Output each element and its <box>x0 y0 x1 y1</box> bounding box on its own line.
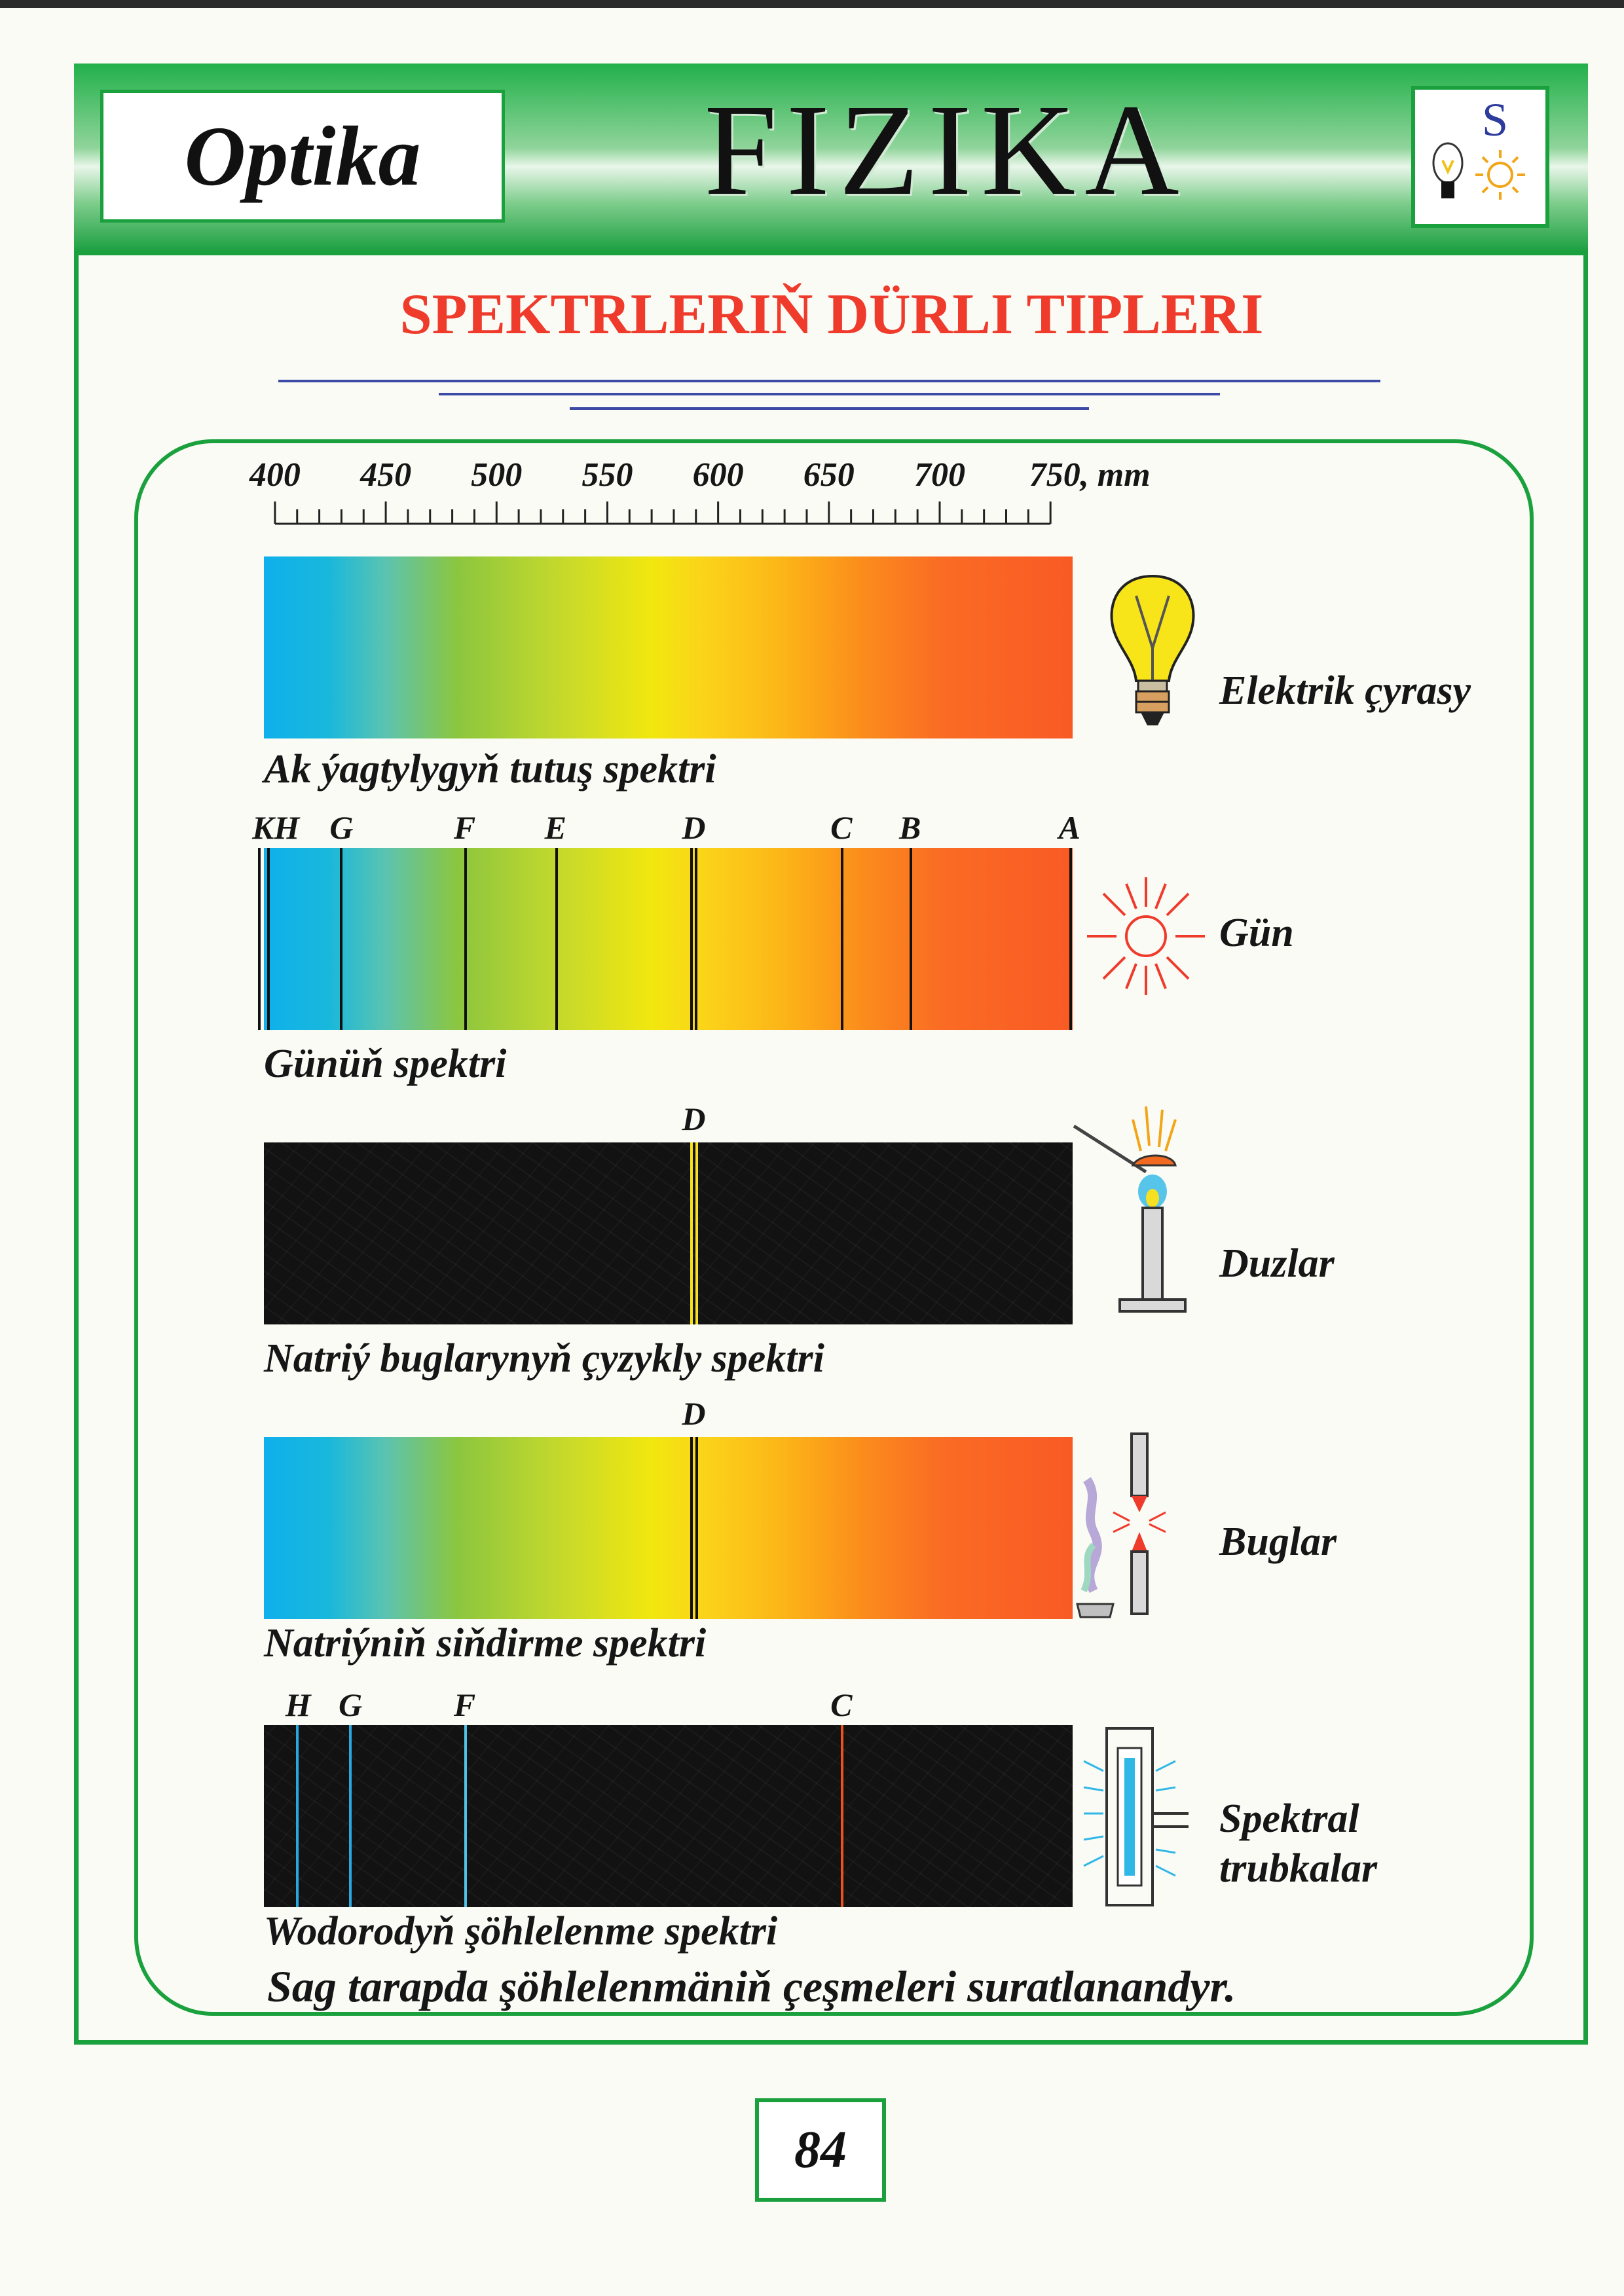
sodium-absorption-letter <box>264 1394 1073 1434</box>
source-label-lamp: Elektrik çyrasy <box>1219 668 1471 713</box>
caption-solar: Günüň spektri <box>264 1042 507 1086</box>
wavelength-scale <box>249 452 1166 537</box>
caption-hydrogen: Wodorodyň şöhlelenme spektri <box>264 1909 778 1954</box>
section-label: Optika <box>184 109 421 204</box>
page-number-box <box>755 2098 886 2202</box>
spectral-line-letter: D <box>682 809 706 846</box>
source-label-vapours: Buglar <box>1219 1520 1337 1564</box>
spectral-line <box>690 1437 693 1619</box>
title-rule-2 <box>439 393 1220 395</box>
page-number: 84 <box>794 2121 847 2179</box>
lightbulb-icon <box>1100 570 1205 740</box>
spectral-line-letter: F <box>453 1686 476 1723</box>
source-label-tubes <box>1219 1794 1377 1893</box>
lightbulb-icon <box>1433 143 1462 198</box>
scale-tick-label: 700 <box>913 456 965 494</box>
caption-sodium-emission: Natriý buglarynyň çyzykly spektri <box>264 1336 824 1381</box>
spectral-line-letter: C <box>830 809 853 846</box>
source-label-tubes-line: trubkalar <box>1219 1846 1378 1891</box>
spectral-line <box>910 848 912 1030</box>
top-edge-line <box>0 0 1624 8</box>
subject-title: FIZIKA <box>704 78 1189 223</box>
spectral-line <box>267 848 270 1030</box>
continuous-spectrum-band <box>264 556 1073 738</box>
spectral-line <box>296 1725 299 1907</box>
scale-tick-label: 550 <box>581 456 633 494</box>
spectral-line-letter: G <box>329 809 354 846</box>
scale-tick-label: 600 <box>692 456 744 494</box>
section-label-box <box>100 90 505 223</box>
spectral-line-letter: A <box>1058 809 1080 846</box>
page-title: SPEKTRLERIŇ DÜRLI TIPLERI <box>399 283 1264 346</box>
spectral-line-letter: D <box>682 1395 706 1432</box>
solar-spectrum-band <box>264 848 1073 1030</box>
spectral-line <box>695 1142 698 1324</box>
title-rule-3 <box>570 407 1089 410</box>
spectral-line-letter: G <box>338 1686 363 1723</box>
spectral-line-letter: C <box>830 1686 853 1723</box>
sodium-line-letter <box>264 1100 1073 1139</box>
source-label-sun: Gün <box>1219 911 1294 955</box>
scale-ruler <box>249 452 1166 537</box>
title-rule-1 <box>278 380 1380 382</box>
spectral-line-letter: E <box>544 809 566 846</box>
spectral-line <box>464 848 467 1030</box>
source-label-tubes-line: Spektral <box>1219 1796 1359 1841</box>
scale-tick-label: 650 <box>803 456 855 494</box>
spectral-line <box>841 1725 843 1907</box>
scale-tick-label: 500 <box>471 456 523 494</box>
burner-icon <box>1067 1100 1198 1322</box>
scale-tick-label: 400 <box>249 456 301 494</box>
scale-tick-label: 450 <box>360 456 412 494</box>
sodium-absorption-band <box>264 1437 1073 1619</box>
spectral-line <box>340 848 342 1030</box>
spectral-line <box>690 848 693 1030</box>
fraunhofer-letters <box>252 809 1080 848</box>
spectral-line-letter: D <box>682 1101 706 1137</box>
spectral-line <box>695 1437 698 1619</box>
arc-icon <box>1074 1427 1205 1624</box>
scale-tick-label: 750, mm <box>1029 456 1151 494</box>
logo-graphic <box>1415 90 1545 224</box>
spectral-line <box>1069 848 1072 1030</box>
caption-sodium-absorption: Natriýniň siňdirme spektri <box>264 1621 707 1666</box>
spectral-line-letter: B <box>899 809 921 846</box>
spectral-line-letter: F <box>453 809 476 846</box>
hydrogen-line-letters <box>264 1686 1073 1725</box>
footer-note: Sag tarapda şöhlelenmäniň çeşmeleri suratlanandyr. <box>267 1961 1236 2011</box>
spectral-line <box>555 848 558 1030</box>
hydrogen-emission-band <box>264 1725 1073 1907</box>
spectral-line <box>349 1725 352 1907</box>
logo-letter: S <box>1481 94 1509 146</box>
spectral-line <box>464 1725 467 1907</box>
spectral-tube-icon <box>1077 1722 1208 1912</box>
spectral-line <box>690 1142 693 1324</box>
sodium-emission-band <box>264 1142 1073 1324</box>
spectral-line-letter: KH <box>252 809 300 846</box>
publisher-logo <box>1411 86 1549 228</box>
sun-icon <box>1074 864 1218 1008</box>
sun-icon <box>1475 150 1525 200</box>
spectral-line-letter: H <box>285 1686 311 1723</box>
spectral-line <box>695 848 697 1030</box>
spectral-line <box>258 848 261 1030</box>
spectral-line <box>841 848 843 1030</box>
source-label-salts: Duzlar <box>1219 1241 1335 1286</box>
caption-continuous: Ak ýagtylygyň tutuş spektri <box>264 747 716 792</box>
